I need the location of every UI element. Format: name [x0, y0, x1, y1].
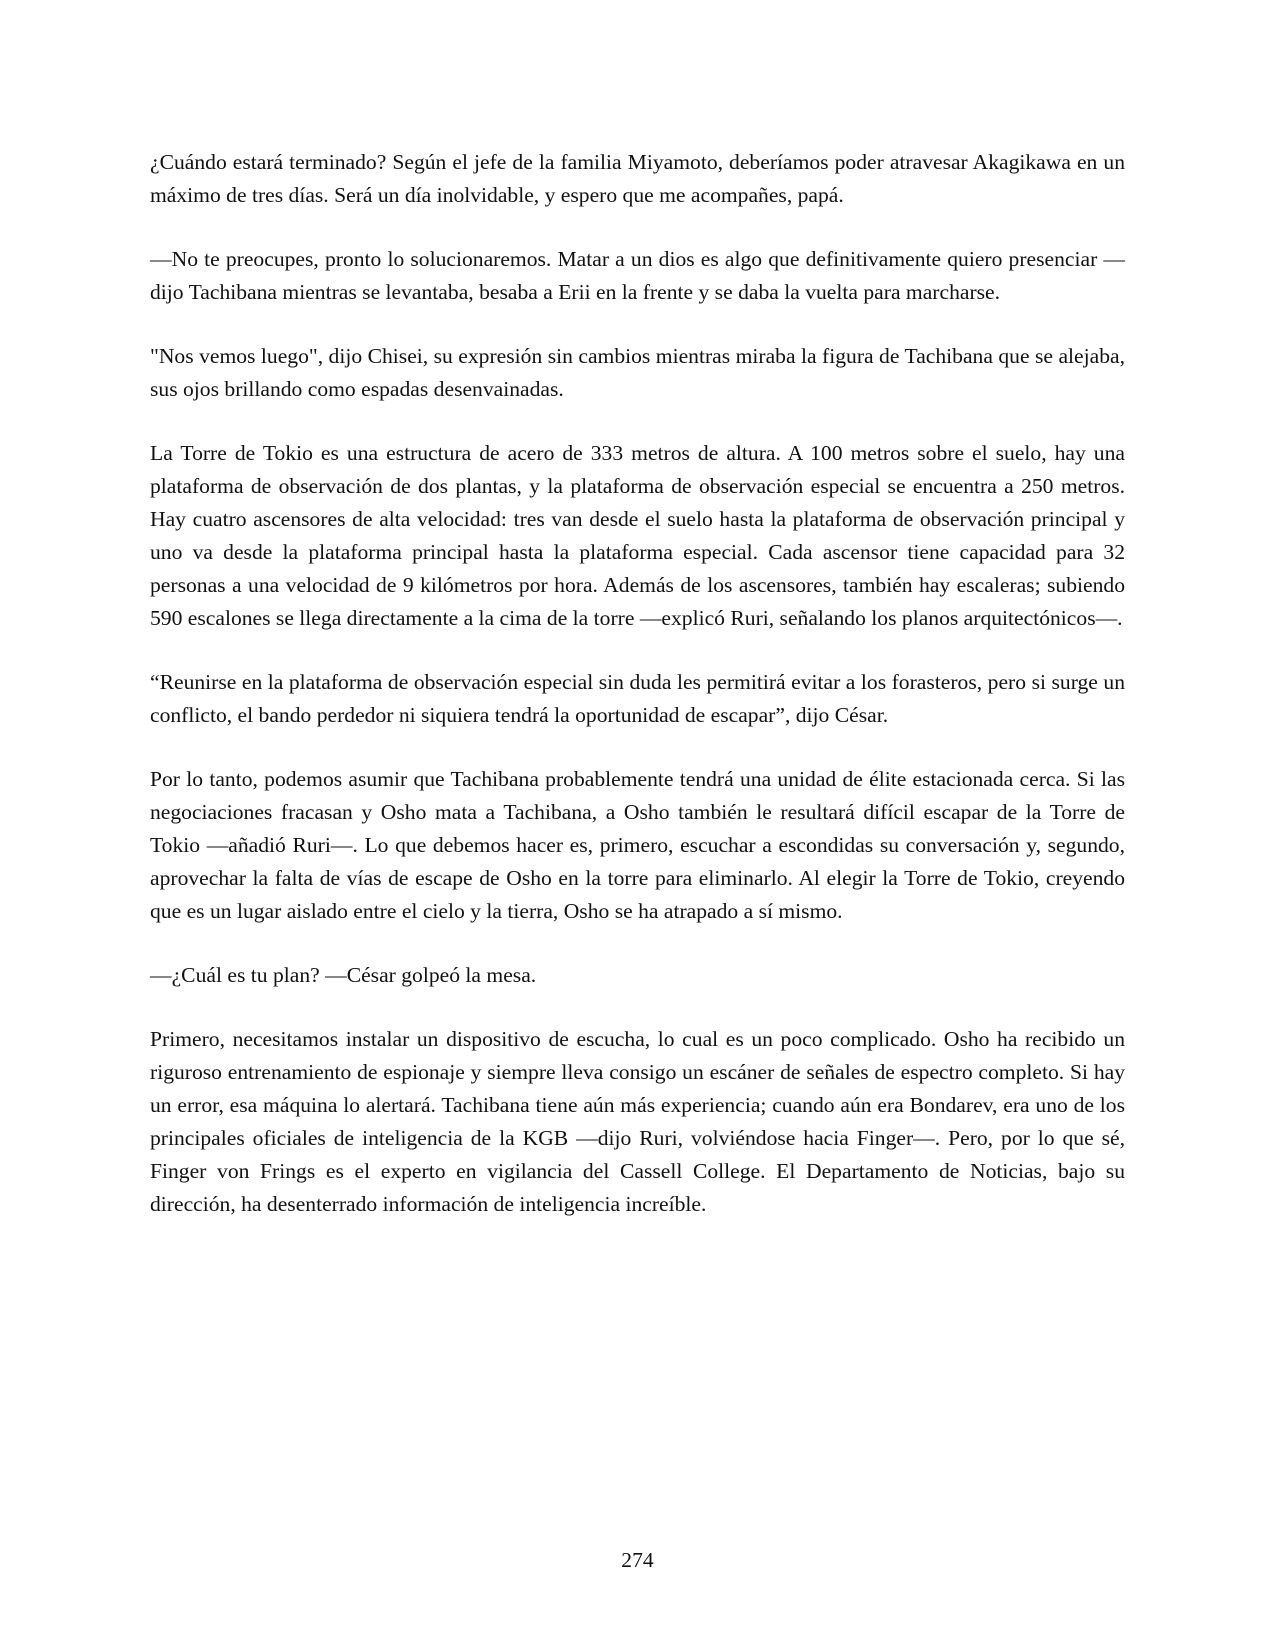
- paragraph: "Nos vemos luego", dijo Chisei, su expresión sin cambios mientras miraba la figura de Tachibana que se alejaba, sus ojos brillando como espadas desenvainadas.: [150, 344, 1125, 401]
- paragraph: —¿Cuál es tu plan? —César golpeó la mesa.: [150, 963, 537, 987]
- paragraph: —No te preocupes, pronto lo solucionaremos. Matar a un dios es algo que definitivamente quiero presenciar —dijo Tachibana mientras se levantaba, besaba a Erii en la frente y se daba la vuelta para marcharse.: [150, 247, 1125, 304]
- paragraph: Primero, necesitamos instalar un dispositivo de escucha, lo cual es un poco complicado. Osho ha recibido un riguroso entrenamiento de espionaje y siempre lleva consigo un escáner de señales de espectro completo. Si hay un error, esa máquina lo alertará. Tachibana tiene aún más experiencia; cuando aún era Bondarev, era uno de los principales oficiales de inteligencia de la KGB —dijo Ruri, volviéndose hacia Finger—. Pero, por lo que sé, Finger von Frings es el experto en vigilancia del Cassell College. El Departamento de Noticias, bajo su dirección, ha desenterrado información de inteligencia increíble.: [150, 1027, 1125, 1216]
- page-body: [150, 146, 1125, 1252]
- paragraph: Por lo tanto, podemos asumir que Tachibana probablemente tendrá una unidad de élite estacionada cerca. Si las negociaciones fracasan y Osho mata a Tachibana, a Osho también le resultará difícil escapar de la Torre de Tokio —añadió Ruri—. Lo que debemos hacer es, primero, escuchar a escondidas su conversación y, segundo, aprovechar la falta de vías de escape de Osho en la torre para eliminarlo. Al elegir la Torre de Tokio, creyendo que es un lugar aislado entre el cielo y la tierra, Osho se ha atrapado a sí mismo.: [150, 767, 1125, 923]
- paragraph: ¿Cuándo estará terminado? Según el jefe de la familia Miyamoto, deberíamos poder atravesar Akagikawa en un máximo de tres días. Será un día inolvidable, y espero que me acompañes, papá.: [150, 150, 1125, 207]
- paragraph: La Torre de Tokio es una estructura de acero de 333 metros de altura. A 100 metros sobre el suelo, hay una plataforma de observación de dos plantas, y la plataforma de observación especial se encuentra a 250 metros. Hay cuatro ascensores de alta velocidad: tres van desde el suelo hasta la plataforma de observación principal y uno va desde la plataforma principal hasta la plataforma especial. Cada ascensor tiene capacidad para 32 personas a una velocidad de 9 kilómetros por hora. Además de los ascensores, también hay escaleras; subiendo 590 escalones se llega directamente a la cima de la torre —explicó Ruri, señalando los planos arquitectónicos—.: [150, 441, 1125, 630]
- page-number: 274: [621, 1548, 654, 1572]
- paragraph: “Reunirse en la plataforma de observación especial sin duda les permitirá evitar a los forasteros, pero si surge un conflicto, el bando perdedor ni siquiera tendrá la oportunidad de escapar”, dijo César.: [150, 670, 1125, 727]
